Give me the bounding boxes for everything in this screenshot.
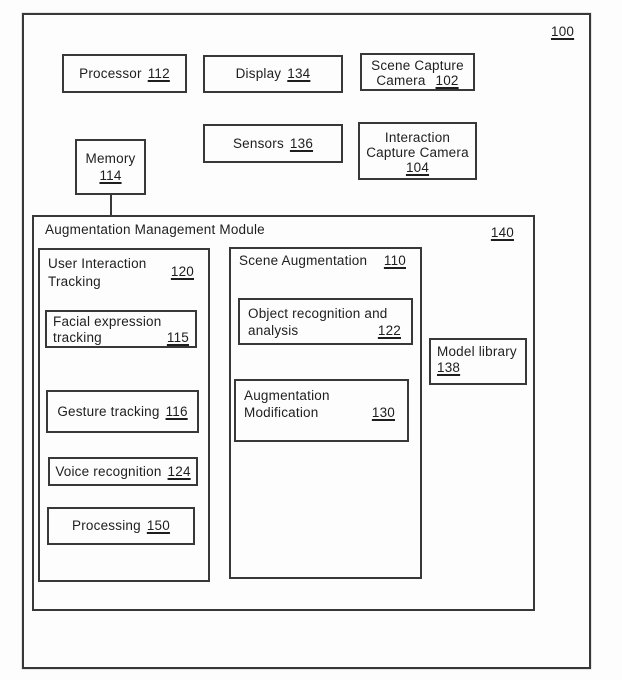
scene-capture-camera-label-line1: Scene Capture — [371, 58, 464, 73]
gesture-tracking-box — [46, 390, 199, 433]
sensors-ref: 136 — [289, 135, 314, 151]
scene-capture-camera-ref: 102 — [435, 73, 459, 88]
processor-ref: 112 — [147, 65, 170, 81]
memory-module-connector-line — [110, 193, 112, 217]
augmentation-management-module-ref: 140 — [490, 225, 514, 240]
facial-expression-tracking-ref: 115 — [166, 330, 189, 345]
object-recognition-ref: 122 — [377, 323, 401, 338]
scene-augmentation-label: Scene Augmentation — [239, 253, 368, 268]
object-recognition-label-line1: Object recognition and — [248, 306, 388, 321]
scene-capture-camera-box — [360, 53, 475, 91]
scene-augmentation-ref: 110 — [383, 253, 406, 268]
object-recognition-box — [238, 298, 413, 345]
system-ref-label: 100 — [551, 24, 575, 39]
facial-expression-tracking-label-line2: tracking — [53, 330, 102, 345]
processor-label: Processor — [79, 65, 142, 81]
processing-box — [47, 507, 195, 545]
sensors-label: Sensors — [232, 135, 284, 151]
user-interaction-tracking-ref: 120 — [170, 264, 194, 279]
memory-label: Memory — [85, 151, 136, 166]
augmentation-modification-label-line2: Modification — [244, 405, 319, 420]
user-interaction-tracking-label-line2: Tracking — [48, 274, 101, 289]
voice-recognition-box — [48, 457, 198, 486]
gesture-tracking-label: Gesture tracking — [57, 403, 160, 419]
scene-capture-camera-label-line2: Camera 102 — [376, 73, 459, 88]
sensors-box — [203, 124, 343, 163]
object-recognition-label-line2: analysis — [248, 323, 299, 338]
memory-ref: 114 — [99, 168, 122, 183]
facial-expression-tracking-label-line1: Facial expression — [53, 314, 162, 329]
augmentation-management-module-label: Augmentation Management Module — [45, 222, 265, 237]
gesture-tracking-ref: 116 — [165, 403, 188, 419]
voice-recognition-ref: 124 — [167, 463, 191, 479]
display-ref: 134 — [287, 66, 311, 81]
processing-label: Processing — [72, 518, 141, 533]
model-library-ref: 138 — [437, 360, 461, 375]
processor-box — [62, 54, 187, 93]
memory-box — [75, 139, 146, 195]
augmentation-modification-box — [234, 379, 409, 442]
model-library-label: Model library — [437, 344, 517, 359]
user-interaction-tracking-label-line1: User Interaction — [48, 256, 147, 271]
interaction-capture-camera-box — [358, 122, 477, 180]
interaction-capture-camera-ref: 104 — [405, 160, 430, 175]
display-label: Display — [235, 66, 282, 81]
interaction-capture-camera-label-line2: Capture Camera — [366, 145, 469, 160]
processing-ref: 150 — [146, 518, 170, 533]
display-box — [203, 55, 343, 93]
augmentation-modification-ref: 130 — [371, 405, 395, 420]
augmentation-modification-label-line1: Augmentation — [244, 388, 330, 403]
voice-recognition-label: Voice recognition — [55, 463, 162, 479]
model-library-box — [429, 338, 527, 385]
interaction-capture-camera-label-line1: Interaction — [384, 130, 451, 145]
facial-expression-tracking-box — [45, 310, 197, 348]
